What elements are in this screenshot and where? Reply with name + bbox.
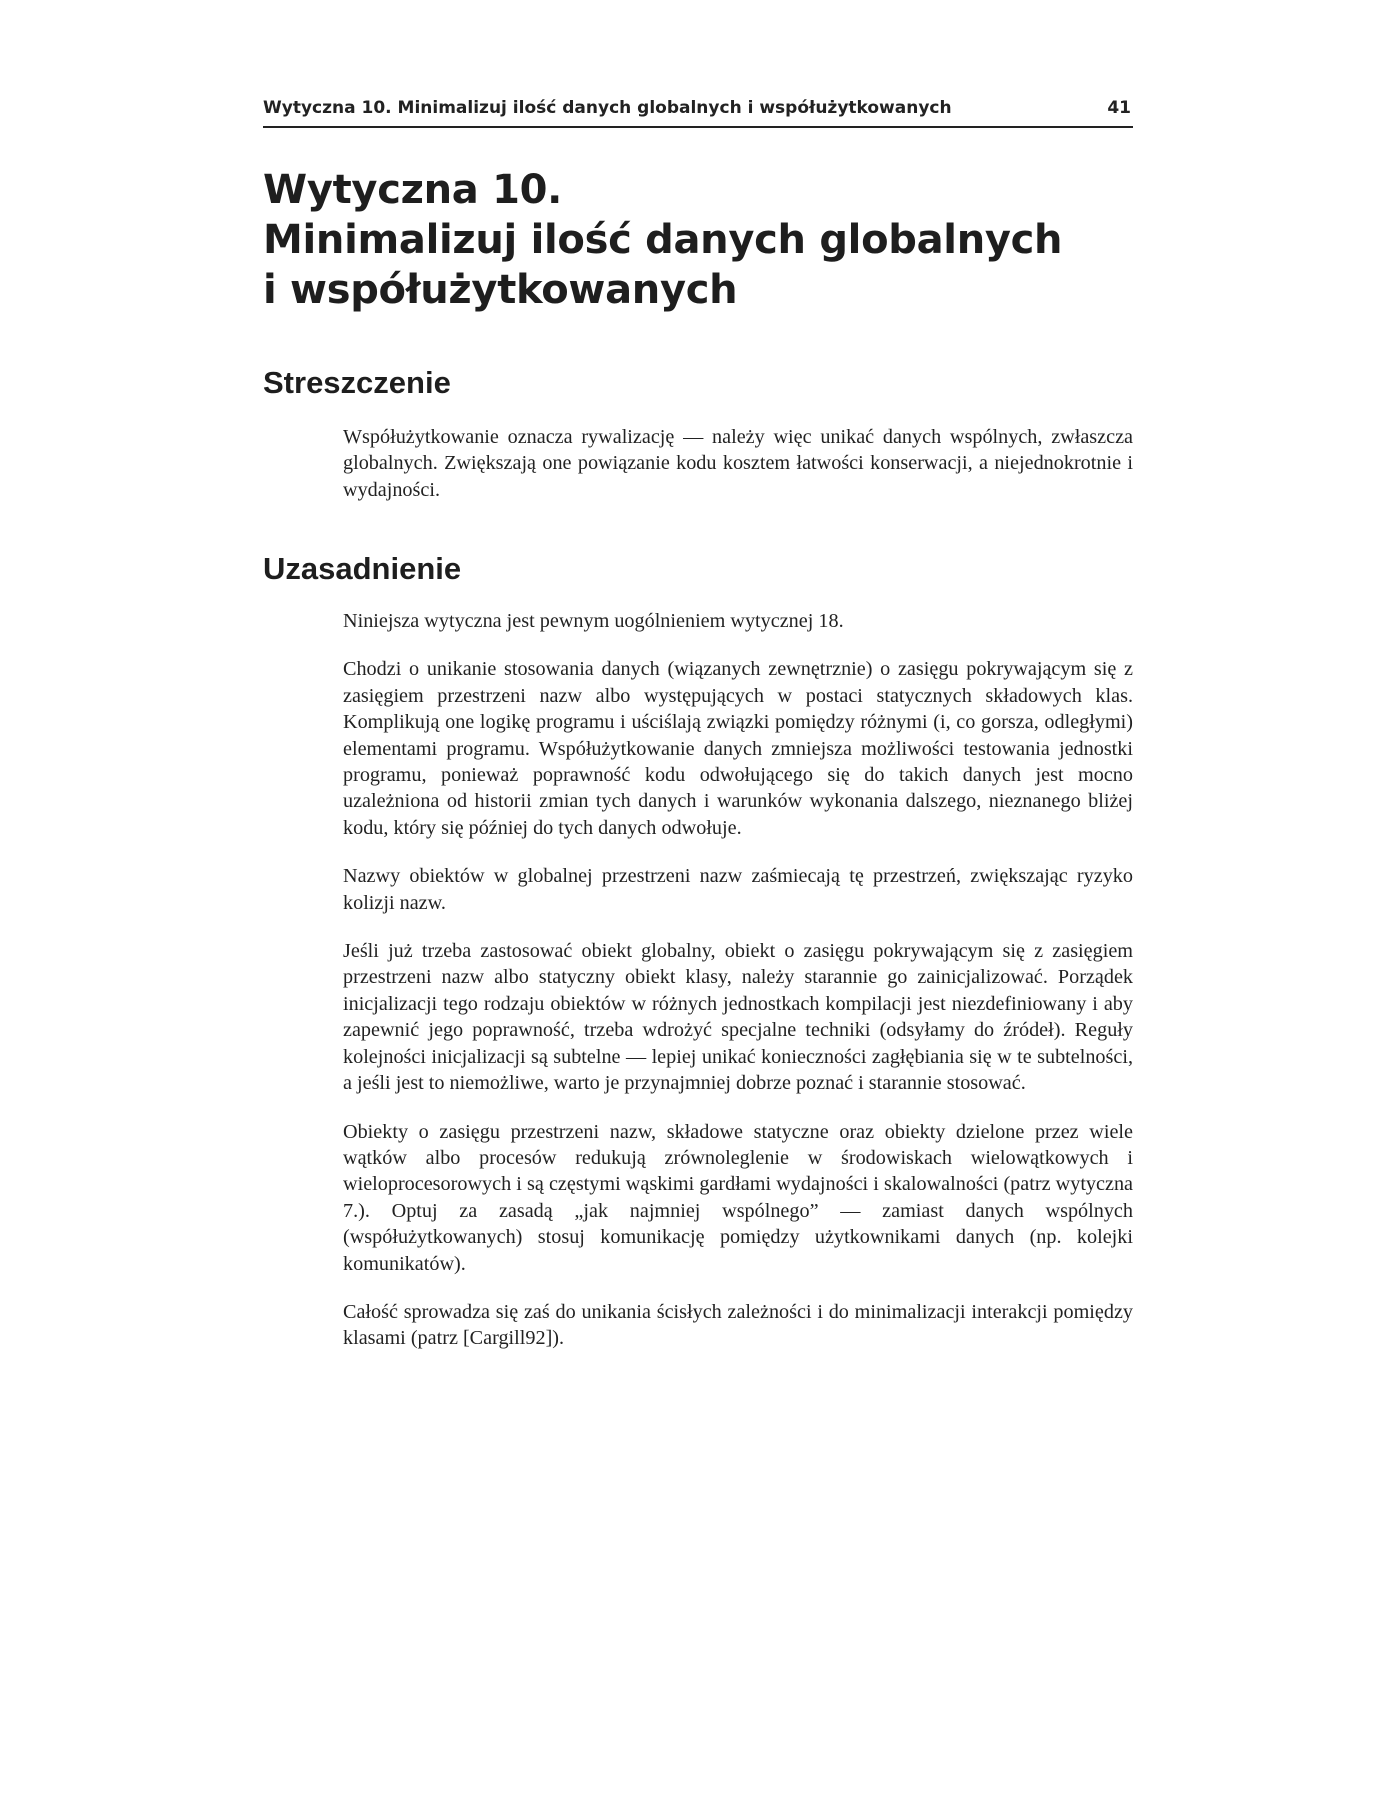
running-header-title: Wytyczna 10. Minimalizuj ilość danych globalnych i współużytkowanych [263,98,952,118]
chapter-title-line-1: Wytyczna 10. [263,167,563,213]
rationale-paragraph-3: Nazwy obiektów w globalnej przestrzeni nazw zaśmiecają tę przestrzeń, zwiększając ryzyko kolizji nazw. [343,865,1133,914]
chapter-title [263,165,1133,315]
chapter-title-line-2: Minimalizuj ilość danych globalnych [263,217,1063,263]
rationale-paragraph-4: Jeśli już trzeba zastosować obiekt globalny, obiekt o zasięgu pokrywającym się z zasięgiem przestrzeni nazw albo statyczny obiekt klasy, należy starannie go zainicjalizować. Porządek inicjalizacji tego rodzaju obiektów w różnych jednostkach kompilacji jest niezdefiniowany i aby zapewnić jego poprawność, trzeba wdrożyć specjalne techniki (odsyłamy do źródeł). Reguły kolejności inicjalizacji są subtelne — lepiej unikać konieczności zagłębiania się w te subtelności, a jeśli jest to niemożliwe, warto je przynajmniej dobrze poznać i starannie stosować. [343,940,1133,1095]
summary-paragraph: Współużytkowanie oznacza rywalizację — należy więc unikać danych wspólnych, zwłaszcza globalnych. Zwiększają one powiązanie kodu kosztem łatwości konserwacji, a niejednokrotnie i wydajności. [343,426,1133,501]
rationale-section [343,608,1133,1374]
rationale-paragraph-5: Obiekty o zasięgu przestrzeni nazw, składowe statyczne oraz obiekty dzielone przez wiele wątków albo procesów redukują zrównoleglenie w środowiskach wielowątkowych i wieloprocesorowych i są częstymi wąskimi gardłami wydajności i skalowalności (patrz wytyczna 7.). Optuj za zasadą „jak najmniej wspólnego” — zamiast danych wspólnych (współużytkowanych) stosuj komunikację pomiędzy użytkownikami danych (np. kolejki komunikatów). [343,1120,1133,1275]
page-number: 41 [1107,98,1131,118]
summary-heading: Streszczenie [263,365,451,400]
rationale-heading: Uzasadnienie [263,551,462,586]
running-header [263,96,1133,128]
rationale-paragraph-6: Całość sprowadza się zaś do unikania ścisłych zależności i do minimalizacji interakcji pomiędzy klasami (patrz [Cargill92]). [343,1300,1133,1350]
chapter-title-line-3: i współużytkowanych [263,267,738,313]
rationale-paragraph-2: Chodzi o unikanie stosowania danych (wiązanych zewnętrznie) o zasięgu pokrywającym się z zasięgiem przestrzeni nazw albo występujących w postaci statycznych składowych klas. Komplikują one logikę programu i uściślają związki pomiędzy różnymi (i, co gorsza, odległymi) elementami programu. Współużytkowanie danych zmniejsza możliwości testowania jednostki programu, ponieważ poprawność kodu odwołującego się do takich danych jest mocno uzależniona od historii zmian tych danych i warunków wykonania dalszego, nieznanego bliżej kodu, który się później do tych danych odwołuje. [343,658,1133,839]
summary-section [343,424,1133,525]
rationale-paragraph-1: Niniejsza wytyczna jest pewnym uogólnieniem wytycznej 18. [343,610,844,632]
